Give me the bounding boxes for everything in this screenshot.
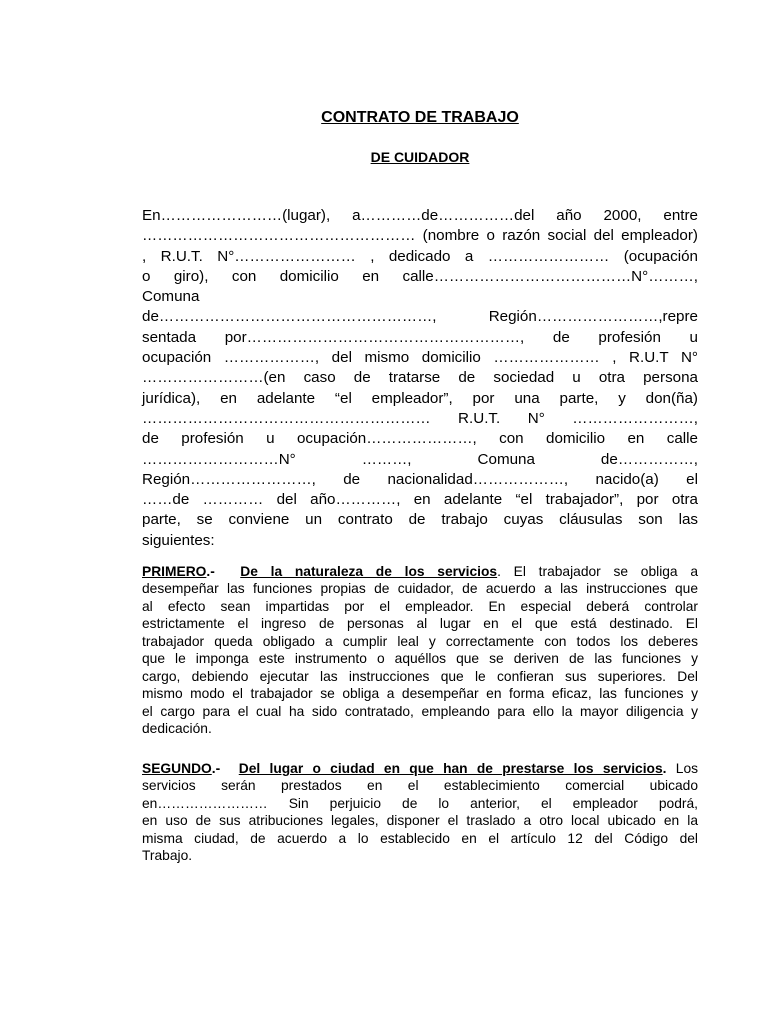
intro-line: jurídica), en adelante “el empleador”, por una parte, y don(ña) (142, 389, 698, 407)
clause-line: desempeñar las funciones propias de cuidador, de acuerdo a las instrucciones que (142, 581, 698, 597)
intro-paragraph (142, 206, 698, 551)
clause-line: en…………………… Sin perjuicio de lo anterior, el empleador podrá, (142, 795, 698, 811)
clause-line: el cargo para el cual ha sido contratado, empleando para ello la mayor diligencia y (142, 703, 698, 719)
intro-line: ……………………………………………… (nombre o razón social del empleador) (142, 227, 698, 245)
clause-line: misma ciudad, de acuerdo a lo establecido en el artículo 12 del Código del (142, 830, 698, 846)
intro-line: ………………………N° ………, Comuna de……………, (142, 450, 698, 468)
clause-heading: Del lugar o ciudad en que han de prestarse los servicios (238, 761, 663, 776)
clause-first-line (142, 760, 698, 777)
intro-line: o giro), con domicilio en calle…………………………………N°………, (142, 267, 698, 285)
intro-line: de………………………………………………, Región……………………,repre (142, 308, 698, 326)
clause-label: SEGUNDO (142, 761, 212, 776)
clause-line: trabajador queda obligado a cumplir leal y correctamente con todos los deberes (142, 633, 698, 649)
clause-line: en uso de sus atribuciones legales, disponer el traslado a otro local ubicado en la (142, 813, 698, 829)
intro-line: ………………………………………………… R.U.T. N° ……………………, (142, 409, 698, 427)
intro-line: ocupación ………………, del mismo domicilio ………………… , R.U.T N° (142, 349, 698, 367)
clause-segundo (142, 760, 698, 865)
intro-line: parte, se conviene un contrato de trabajo cuyas cláusulas son las (142, 511, 698, 529)
clause-line: mismo modo el trabajador se obliga a desempeñar en forma eficaz, las funciones y (142, 686, 698, 702)
clause-heading: De la naturaleza de los servicios (240, 564, 498, 579)
document-title: CONTRATO DE TRABAJO (321, 109, 519, 126)
intro-line: siguientes: (142, 531, 215, 549)
document-subtitle: DE CUIDADOR (370, 149, 470, 165)
intro-line: , R.U.T. N°…………………… , dedicado a …………………… (ocupación (142, 247, 698, 265)
clause-line: Trabajo. (142, 848, 193, 864)
intro-line: Comuna (142, 288, 200, 306)
clause-line: servicios serán prestados en el establecimiento comercial ubicado (142, 778, 698, 794)
clause-separator: .- (206, 564, 215, 579)
clause-primero (142, 563, 698, 737)
clause-line: estrictamente el ingreso de personas al lugar en el que está destinado. El (142, 616, 698, 632)
intro-line: ……de ………… del año…………, en adelante “el trabajador”, por otra (142, 491, 698, 509)
intro-line: sentada por………………………………………………, de profesión u (142, 328, 698, 346)
clause-separator: .- (211, 761, 221, 776)
clause-heading-end: . (662, 761, 667, 776)
clause-line: cargo, debiendo ejecutar las instrucciones que le confieran sus superiores. Del (142, 668, 698, 684)
intro-line: de profesión u ocupación…………………, con domicilio en calle (142, 430, 698, 448)
intro-line: En……………………(lugar), a…………de……………del año 2000, entre (142, 207, 698, 224)
clause-line: dedicación. (142, 720, 212, 736)
clause-label: PRIMERO (142, 564, 207, 579)
clause-first-line (142, 563, 698, 580)
intro-line: Región……………………, de nacionalidad………………, nacido(a) el (142, 470, 698, 488)
clause-text: Los (666, 761, 699, 776)
clause-line: al efecto sean impartidas por el empleador. En especial deberá controlar (142, 598, 698, 614)
intro-line: ……………………(en caso de tratarse de sociedad u otra persona (142, 369, 698, 387)
clause-text: . El trabajador se obliga a (497, 564, 698, 579)
clause-line: que le imponga este instrumento o aquéllos que se deriven de las funciones y (142, 651, 698, 667)
